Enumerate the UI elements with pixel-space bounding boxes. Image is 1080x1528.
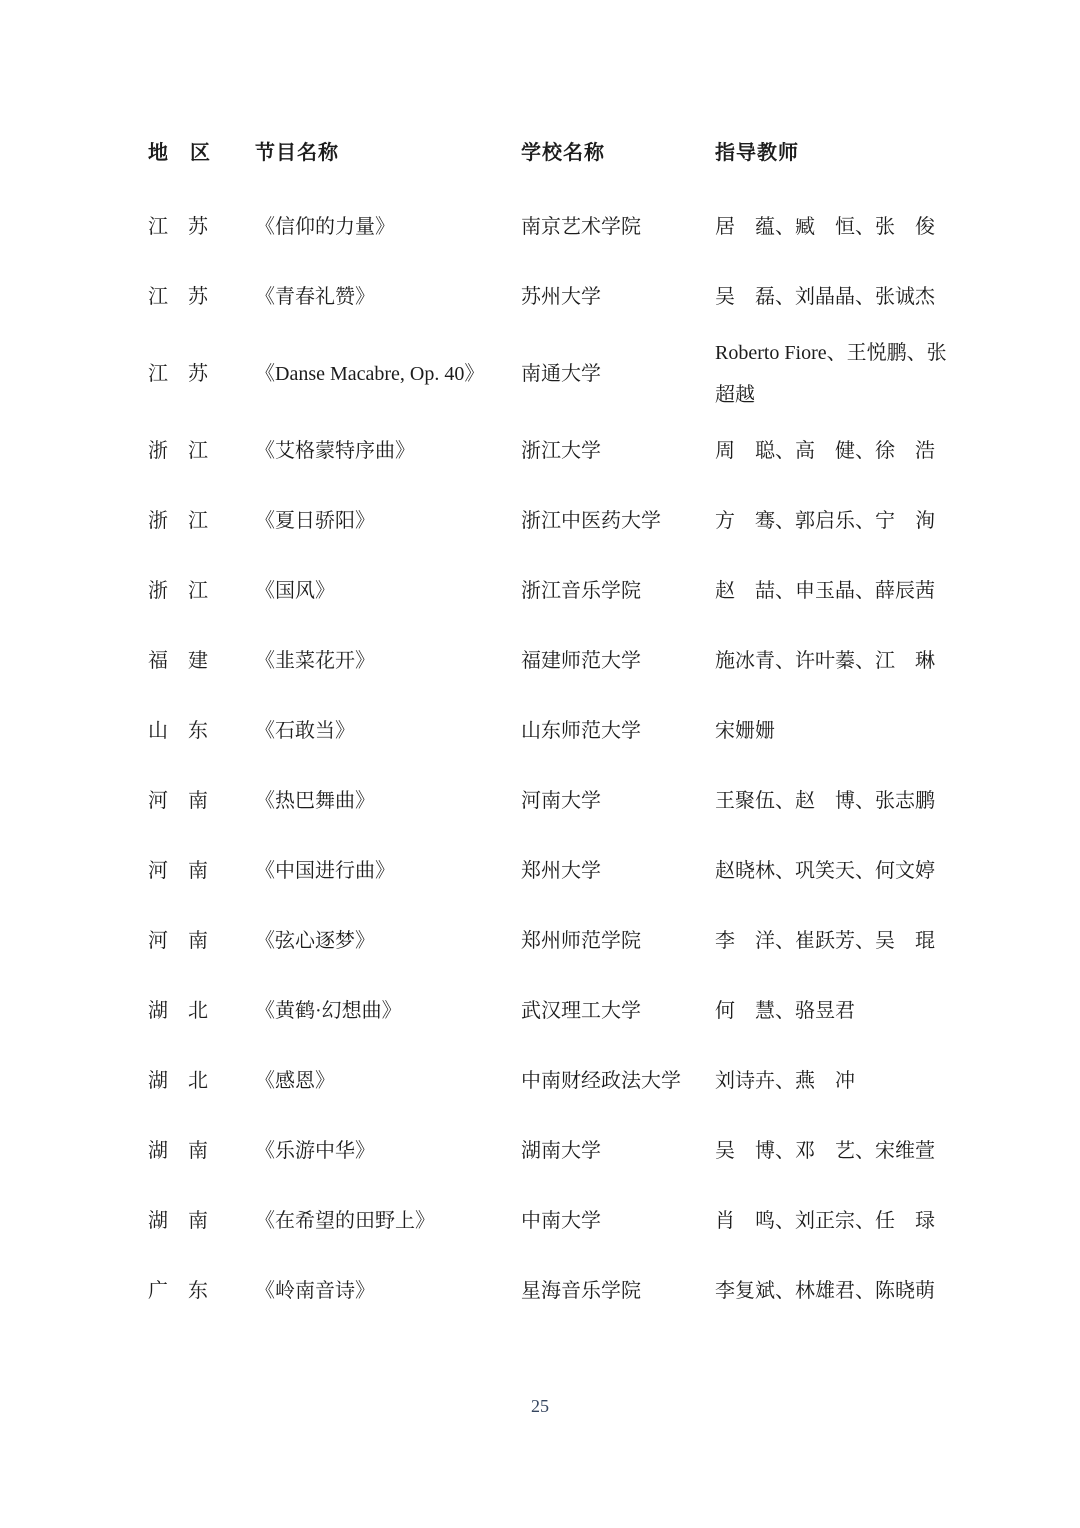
header-program: 节目名称: [255, 142, 339, 164]
school-cell: 山东师范大学: [521, 720, 641, 742]
teachers-cell: 王聚伍、赵 博、张志鹏: [715, 790, 935, 812]
table-row: [148, 696, 960, 766]
program-cell: 《在希望的田野上》: [255, 1210, 435, 1232]
region-cell: 浙 江: [148, 510, 208, 532]
teachers-cell: 吴 博、邓 艺、宋维萱: [715, 1140, 935, 1162]
school-cell: 郑州师范学院: [521, 930, 641, 952]
school-cell: 苏州大学: [521, 286, 601, 308]
region-cell: 湖 南: [148, 1140, 208, 1162]
region-cell: 广 东: [148, 1280, 208, 1302]
teachers-cell: 李 洋、崔跃芳、吴 琨: [715, 930, 935, 952]
table-row: [148, 192, 960, 262]
teachers-cell: 居 蕴、臧 恒、张 俊: [715, 216, 935, 238]
teachers-cell: 肖 鸣、刘正宗、任 琭: [715, 1210, 935, 1232]
header-school: 学校名称: [521, 142, 605, 164]
school-cell: 浙江大学: [521, 440, 601, 462]
teachers-cell: 宋姗姗: [715, 720, 775, 742]
region-cell: 山 东: [148, 720, 208, 742]
table-row: [148, 1256, 960, 1326]
table-body: [148, 192, 960, 1326]
school-cell: 浙江音乐学院: [521, 580, 641, 602]
header-region: 地 区: [148, 142, 211, 164]
school-cell: 福建师范大学: [521, 650, 641, 672]
program-list-table: [148, 132, 960, 1326]
program-cell: 《艾格蒙特序曲》: [255, 440, 415, 462]
teachers-cell: 赵 喆、申玉晶、薛辰茜: [715, 580, 935, 602]
region-cell: 湖 北: [148, 1070, 208, 1092]
teachers-cell: 赵晓林、巩笑天、何文婷: [715, 860, 935, 882]
region-cell: 河 南: [148, 860, 208, 882]
table-row: [148, 1186, 960, 1256]
school-cell: 武汉理工大学: [521, 1000, 641, 1022]
region-cell: 江 苏: [148, 363, 208, 385]
program-cell: 《黄鹤·幻想曲》: [255, 1000, 402, 1022]
school-cell: 湖南大学: [521, 1140, 601, 1162]
school-cell: 南通大学: [521, 363, 601, 385]
region-cell: 江 苏: [148, 286, 208, 308]
table-row: [148, 1116, 960, 1186]
program-cell: 《韭菜花开》: [255, 650, 375, 672]
region-cell: 福 建: [148, 650, 208, 672]
program-cell: 《中国进行曲》: [255, 860, 395, 882]
program-cell: 《青春礼赞》: [255, 286, 375, 308]
region-cell: 湖 南: [148, 1210, 208, 1232]
program-cell: 《Danse Macabre, Op. 40》: [255, 363, 485, 385]
header-teachers: 指导教师: [715, 142, 799, 164]
teachers-cell: 周 聪、高 健、徐 浩: [715, 440, 935, 462]
school-cell: 郑州大学: [521, 860, 601, 882]
teachers-cell: 施冰青、许叶蓁、江 琳: [715, 650, 935, 672]
table-row: [148, 976, 960, 1046]
teachers-cell: Roberto Fiore、王悦鹏、张超越: [715, 342, 947, 406]
teachers-cell: 刘诗卉、燕 冲: [715, 1070, 855, 1092]
teachers-cell: 吴 磊、刘晶晶、张诚杰: [715, 286, 935, 308]
program-cell: 《乐游中华》: [255, 1140, 375, 1162]
table-row: [148, 836, 960, 906]
teachers-cell: 方 骞、郭启乐、宁 洵: [715, 510, 935, 532]
school-cell: 中南财经政法大学: [521, 1070, 681, 1092]
program-cell: 《弦心逐梦》: [255, 930, 375, 952]
page-number: 25: [531, 1396, 549, 1416]
region-cell: 河 南: [148, 930, 208, 952]
table-row: [148, 626, 960, 696]
school-cell: 南京艺术学院: [521, 216, 641, 238]
teachers-cell: 何 慧、骆昱君: [715, 1000, 855, 1022]
table-header-row: [148, 132, 960, 164]
table-row: [148, 906, 960, 976]
region-cell: 湖 北: [148, 1000, 208, 1022]
school-cell: 中南大学: [521, 1210, 601, 1232]
program-cell: 《感恩》: [255, 1070, 335, 1092]
region-cell: 浙 江: [148, 580, 208, 602]
table-row: [148, 556, 960, 626]
table-row: [148, 766, 960, 836]
program-cell: 《国风》: [255, 580, 335, 602]
table-row: [148, 332, 960, 416]
table-row: [148, 486, 960, 556]
school-cell: 星海音乐学院: [521, 1280, 641, 1302]
school-cell: 浙江中医药大学: [521, 510, 661, 532]
program-cell: 《信仰的力量》: [255, 216, 395, 238]
table-row: [148, 1046, 960, 1116]
program-cell: 《岭南音诗》: [255, 1280, 375, 1302]
region-cell: 河 南: [148, 790, 208, 812]
teachers-cell: 李复斌、林雄君、陈晓萌: [715, 1280, 935, 1302]
program-cell: 《热巴舞曲》: [255, 790, 375, 812]
region-cell: 浙 江: [148, 440, 208, 462]
table-row: [148, 262, 960, 332]
program-cell: 《石敢当》: [255, 720, 355, 742]
school-cell: 河南大学: [521, 790, 601, 812]
program-cell: 《夏日骄阳》: [255, 510, 375, 532]
table-row: [148, 416, 960, 486]
region-cell: 江 苏: [148, 216, 208, 238]
